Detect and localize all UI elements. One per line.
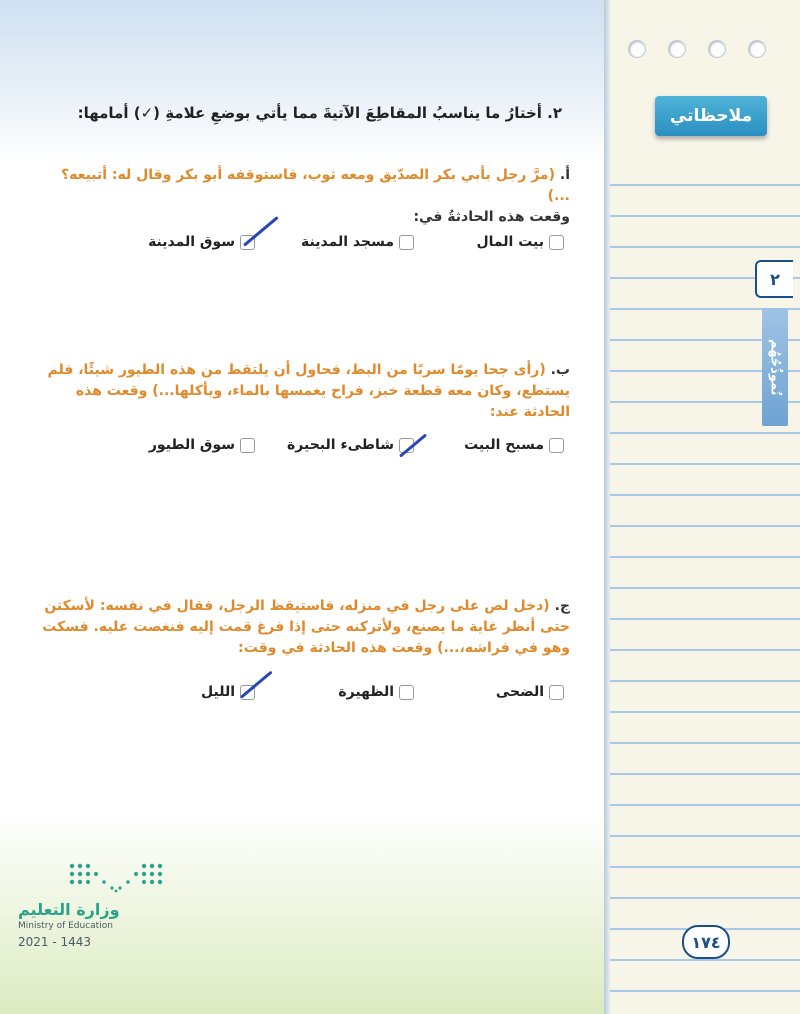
option-a-2[interactable] [301,234,414,250]
option-label: سوق المدينة [148,234,235,250]
question-text: (مرَّ رجل بأبي بكر الصدّيق ومعه ثوب، فاستوقفه أبو بكر وقال له: أتبيعه؟ ...) [61,167,570,204]
option-a-3[interactable] [148,234,255,250]
checkbox[interactable] [549,438,564,453]
option-c-2[interactable] [338,684,414,700]
question-a [40,165,570,228]
notes-title: ملاحظاتي [655,96,767,136]
ministry-name-en: Ministry of Education [18,921,113,931]
option-b-2[interactable] [287,437,414,453]
option-b-3[interactable] [149,437,255,453]
question-text: (رأى جحا يومًا سربًا من البط، فحاول أن يلتقط من هذه الطيور شيئًا، فلم يستطع، وكان معه قطعة خبز، فراح يغمسها بالماء، ويأكلها...) وقعت هذه الحادثة عند: [47,362,570,420]
option-label: مسجد المدينة [301,234,394,250]
question-b [40,360,570,423]
checkbox[interactable] [240,438,255,453]
unit-number: ٢ [755,260,793,298]
unit-title: نُموذُجُهُم [767,338,783,396]
option-label: الليل [201,684,235,700]
exercise-instruction: ٢. أختارُ ما يناسبُ المقاطِعَ الآتيةَ مما يأتي بوضعِ علامةِ (✓) أمامها: [77,104,562,122]
binder-hole [628,40,646,58]
checkbox[interactable] [399,685,414,700]
binder-holes [628,40,766,58]
unit-title-tab [762,308,788,426]
question-text: (دخل لص على رجل في منزله، فاستيقظ الرجل، فقال في نفسه: لأسكتن حتى أنظر غاية ما يصنع، ولأتركنه حتى إذا فرغ قمت إليه فنغصت عليه. فسكت وهو في فراشه،...) وقعت هذه الحادثة في وقت: [42,598,570,656]
binder-hole [668,40,686,58]
option-label: بيت المال [476,234,544,250]
page-number: ١٧٤ [682,925,730,959]
ministry-logo-icon [66,860,166,894]
binder-hole [708,40,726,58]
binder-hole [748,40,766,58]
option-label: الظهيرة [338,684,394,700]
option-a-1[interactable] [476,234,564,250]
option-label: الضحى [495,684,544,700]
question-prompt: وقعت هذه الحادثةُ في: [413,209,570,225]
ministry-name-ar: وزارة التعليم [18,900,120,919]
edition-year: 2021 - 1443 [18,935,92,949]
option-label: شاطىء البحيرة [287,437,394,453]
option-label: سوق الطيور [148,437,235,453]
question-c [40,596,570,659]
checkbox[interactable] [399,235,414,250]
question-prefix: أ. [559,167,570,183]
option-label: مسبح البيت [464,437,544,453]
question-prefix: ب. [550,362,570,378]
option-b-1[interactable] [464,437,564,453]
option-c-1[interactable] [496,684,564,700]
checkbox[interactable] [549,235,564,250]
checkbox[interactable] [549,685,564,700]
question-prefix: ج. [554,598,570,614]
